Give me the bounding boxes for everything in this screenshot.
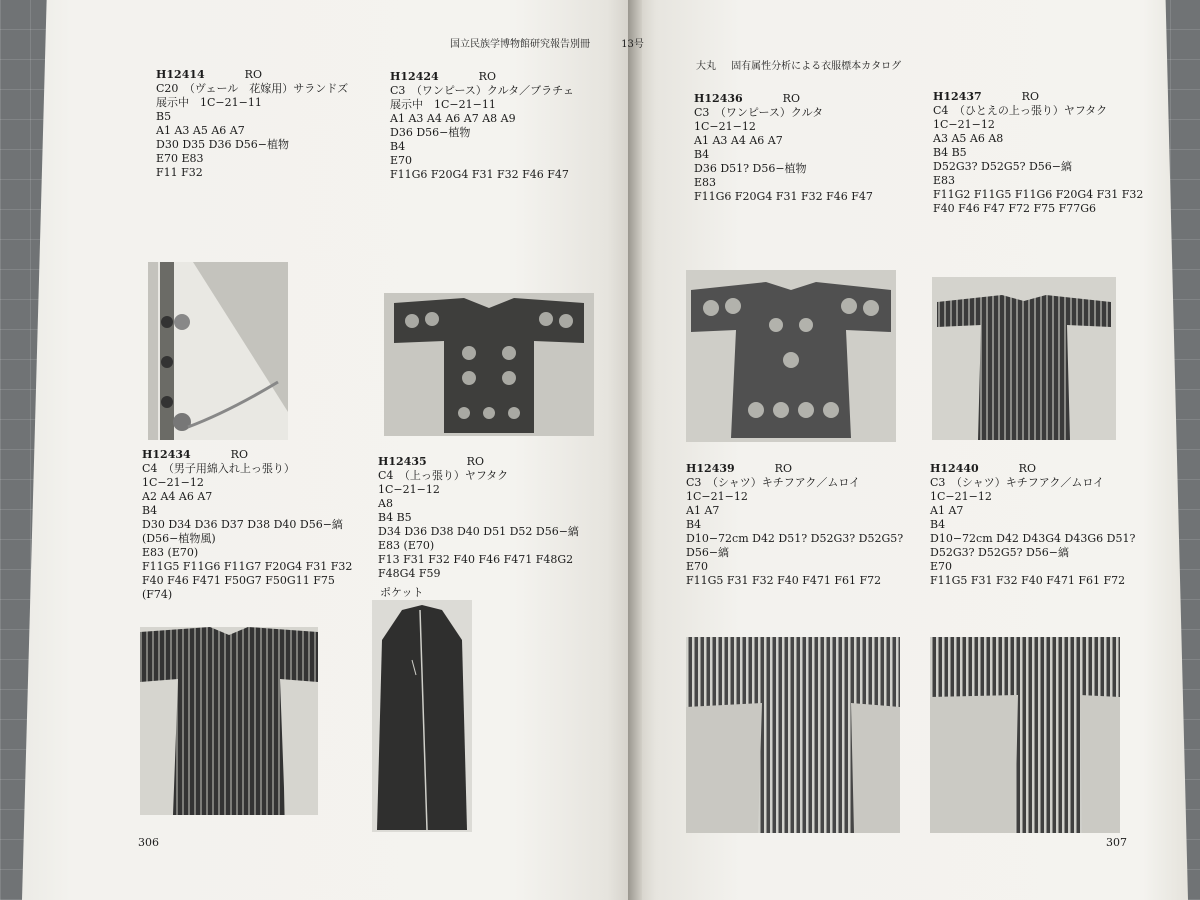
attribute-line: A1 A7 xyxy=(930,504,964,517)
region-code: RO xyxy=(774,462,792,475)
specimen-number: H12440 xyxy=(930,462,979,475)
attribute-line: F13 F31 F32 F40 F46 F471 F48G2 xyxy=(378,553,574,566)
attribute-line: D52G3? D52G5? D56−縞 xyxy=(933,160,1073,173)
attribute-line: B4 B5 xyxy=(378,511,412,524)
specimen-number: H12436 xyxy=(694,92,743,105)
striped-robe-photo-h12434 xyxy=(140,627,318,815)
entry-header xyxy=(933,90,1143,104)
attribute-line: C3 （シャツ）キチフアク／ムロイ xyxy=(930,476,1105,489)
specimen-number: H12437 xyxy=(933,90,982,103)
attribute-line: B4 xyxy=(390,140,406,153)
catalog-entry xyxy=(390,70,574,182)
attribute-line: A1 A3 A5 A6 A7 xyxy=(156,124,245,137)
attribute-line: F11G6 F20G4 F31 F32 F46 F47 xyxy=(694,190,873,203)
attribute-line: F11G5 F31 F32 F40 F471 F61 F72 xyxy=(686,574,882,587)
attribute-line: 展示中 1C−21−11 xyxy=(156,96,262,109)
attribute-line: 1C−21−12 xyxy=(142,476,204,489)
catalog-entry xyxy=(694,92,873,204)
region-code: RO xyxy=(230,448,248,461)
attribute-line: E70 xyxy=(686,560,709,573)
embroidered-dress-photo xyxy=(686,270,896,442)
attribute-line: 展示中 1C−21−11 xyxy=(390,98,496,111)
attribute-line: C3 （ワンピース）クルタ xyxy=(694,106,824,119)
attribute-line: B4 xyxy=(694,148,710,161)
entry-header xyxy=(390,70,574,84)
striped-shirt-photo-h12440 xyxy=(930,637,1120,833)
attribute-line: D56−縞 xyxy=(686,546,730,559)
attribute-line: F40 F46 F47 F72 F75 F77G6 xyxy=(933,202,1097,215)
attribute-line: A2 A4 A6 A7 xyxy=(142,490,213,503)
attribute-line: A8 xyxy=(378,497,393,510)
striped-shirt-photo-h12439 xyxy=(686,637,900,833)
author-name: 大丸 xyxy=(696,61,716,72)
attribute-line: F11G5 F11G6 F11G7 F20G4 F31 F32 xyxy=(142,560,353,573)
specimen-number: H12435 xyxy=(378,455,427,468)
running-header-right xyxy=(696,60,901,74)
attribute-line: B4 B5 xyxy=(933,146,967,159)
attribute-line: D34 D36 D38 D40 D51 D52 D56−縞 xyxy=(378,525,579,538)
attribute-line: 1C−21−12 xyxy=(694,120,756,133)
entry-header xyxy=(686,462,903,476)
catalog-title: 固有属性分析による衣服標本カタログ xyxy=(731,61,902,72)
region-code: RO xyxy=(244,68,262,81)
specimen-number: H12414 xyxy=(156,68,205,81)
catalog-entry xyxy=(156,68,348,180)
attribute-line: C4 （上っ張り）ヤフタク xyxy=(378,469,509,482)
pocket-caption: ポケット xyxy=(380,586,424,599)
book-gutter xyxy=(628,0,642,900)
attribute-line: D52G3? D52G5? D56−縞 xyxy=(930,546,1070,559)
attribute-line: 1C−21−12 xyxy=(686,490,748,503)
attribute-line: A3 A5 A6 A8 xyxy=(933,132,1004,145)
attribute-line: E70 xyxy=(390,154,413,167)
journal-title: 国立民族学博物館研究報告別冊 xyxy=(450,39,590,50)
region-code: RO xyxy=(1021,90,1039,103)
attribute-line: E70 E83 xyxy=(156,152,204,165)
embroidered-jacket-photo xyxy=(384,293,594,436)
attribute-line: (D56−植物風) xyxy=(142,532,216,545)
attribute-line: D10−72cm D42 D43G4 D43G6 D51? xyxy=(930,532,1136,545)
region-code: RO xyxy=(782,92,800,105)
attribute-line: 1C−21−12 xyxy=(930,490,992,503)
issue-number: 13号 xyxy=(621,39,644,50)
page-number-left: 306 xyxy=(138,836,159,849)
specimen-number: H12424 xyxy=(390,70,439,83)
attribute-line: D10−72cm D42 D51? D52G3? D52G5? xyxy=(686,532,904,545)
attribute-line: A1 A7 xyxy=(686,504,720,517)
attribute-line: E83 xyxy=(694,176,717,189)
attribute-line: F48G4 F59 xyxy=(378,567,441,580)
catalog-entry xyxy=(686,462,903,588)
attribute-line: C3 （シャツ）キチフアク／ムロイ xyxy=(686,476,861,489)
catalog-entry xyxy=(930,462,1135,588)
attribute-line: E70 xyxy=(930,560,953,573)
entry-header xyxy=(930,462,1135,476)
attribute-line: D30 D35 D36 D56−植物 xyxy=(156,138,289,151)
attribute-line: C3 （ワンピース）クルタ／ブラチェ xyxy=(390,84,574,97)
attribute-line: A1 A3 A4 A6 A7 A8 A9 xyxy=(390,112,516,125)
attribute-line: B4 xyxy=(686,518,702,531)
attribute-line: 1C−21−12 xyxy=(933,118,995,131)
page-number-right: 307 xyxy=(1106,836,1127,849)
attribute-line: C4 （男子用綿入れ上っ張り） xyxy=(142,462,295,475)
attribute-line: C20 （ヴェール 花嫁用）サランドズ xyxy=(156,82,349,95)
veil-photo xyxy=(148,262,288,440)
attribute-line: E83 (E70) xyxy=(378,539,435,552)
attribute-line: (F74) xyxy=(142,588,173,601)
attribute-line: C4 （ひとえの上っ張り）ヤフタク xyxy=(933,104,1108,117)
attribute-line: F11 F32 xyxy=(156,166,203,179)
attribute-line: B4 xyxy=(142,504,158,517)
attribute-line: B4 xyxy=(930,518,946,531)
attribute-line: D30 D34 D36 D37 D38 D40 D56−縞 xyxy=(142,518,343,531)
catalog-entry xyxy=(378,455,579,581)
specimen-number: H12434 xyxy=(142,448,191,461)
entry-header xyxy=(156,68,348,82)
catalog-entry xyxy=(142,448,352,602)
entry-header xyxy=(142,448,352,462)
running-header-left xyxy=(450,38,644,52)
attribute-line: F11G5 F31 F32 F40 F471 F61 F72 xyxy=(930,574,1126,587)
attribute-line: F40 F46 F471 F50G7 F50G11 F75 xyxy=(142,574,335,587)
attribute-line: F11G2 F11G5 F11G6 F20G4 F31 F32 xyxy=(933,188,1144,201)
attribute-line: D36 D56−植物 xyxy=(390,126,471,139)
specimen-number: H12439 xyxy=(686,462,735,475)
attribute-line: A1 A3 A4 A6 A7 xyxy=(694,134,783,147)
striped-robe-photo-h12437 xyxy=(932,277,1116,440)
attribute-line: F11G6 F20G4 F31 F32 F46 F47 xyxy=(390,168,569,181)
entry-header xyxy=(378,455,579,469)
attribute-line: E83 xyxy=(933,174,956,187)
region-code: RO xyxy=(1018,462,1036,475)
attribute-line: B5 xyxy=(156,110,172,123)
region-code: RO xyxy=(466,455,484,468)
attribute-line: E83 (E70) xyxy=(142,546,199,559)
region-code: RO xyxy=(478,70,496,83)
catalog-entry xyxy=(933,90,1143,216)
attribute-line: 1C−21−12 xyxy=(378,483,440,496)
entry-header xyxy=(694,92,873,106)
attribute-line: D36 D51? D56−植物 xyxy=(694,162,807,175)
dark-coat-photo xyxy=(372,600,472,832)
